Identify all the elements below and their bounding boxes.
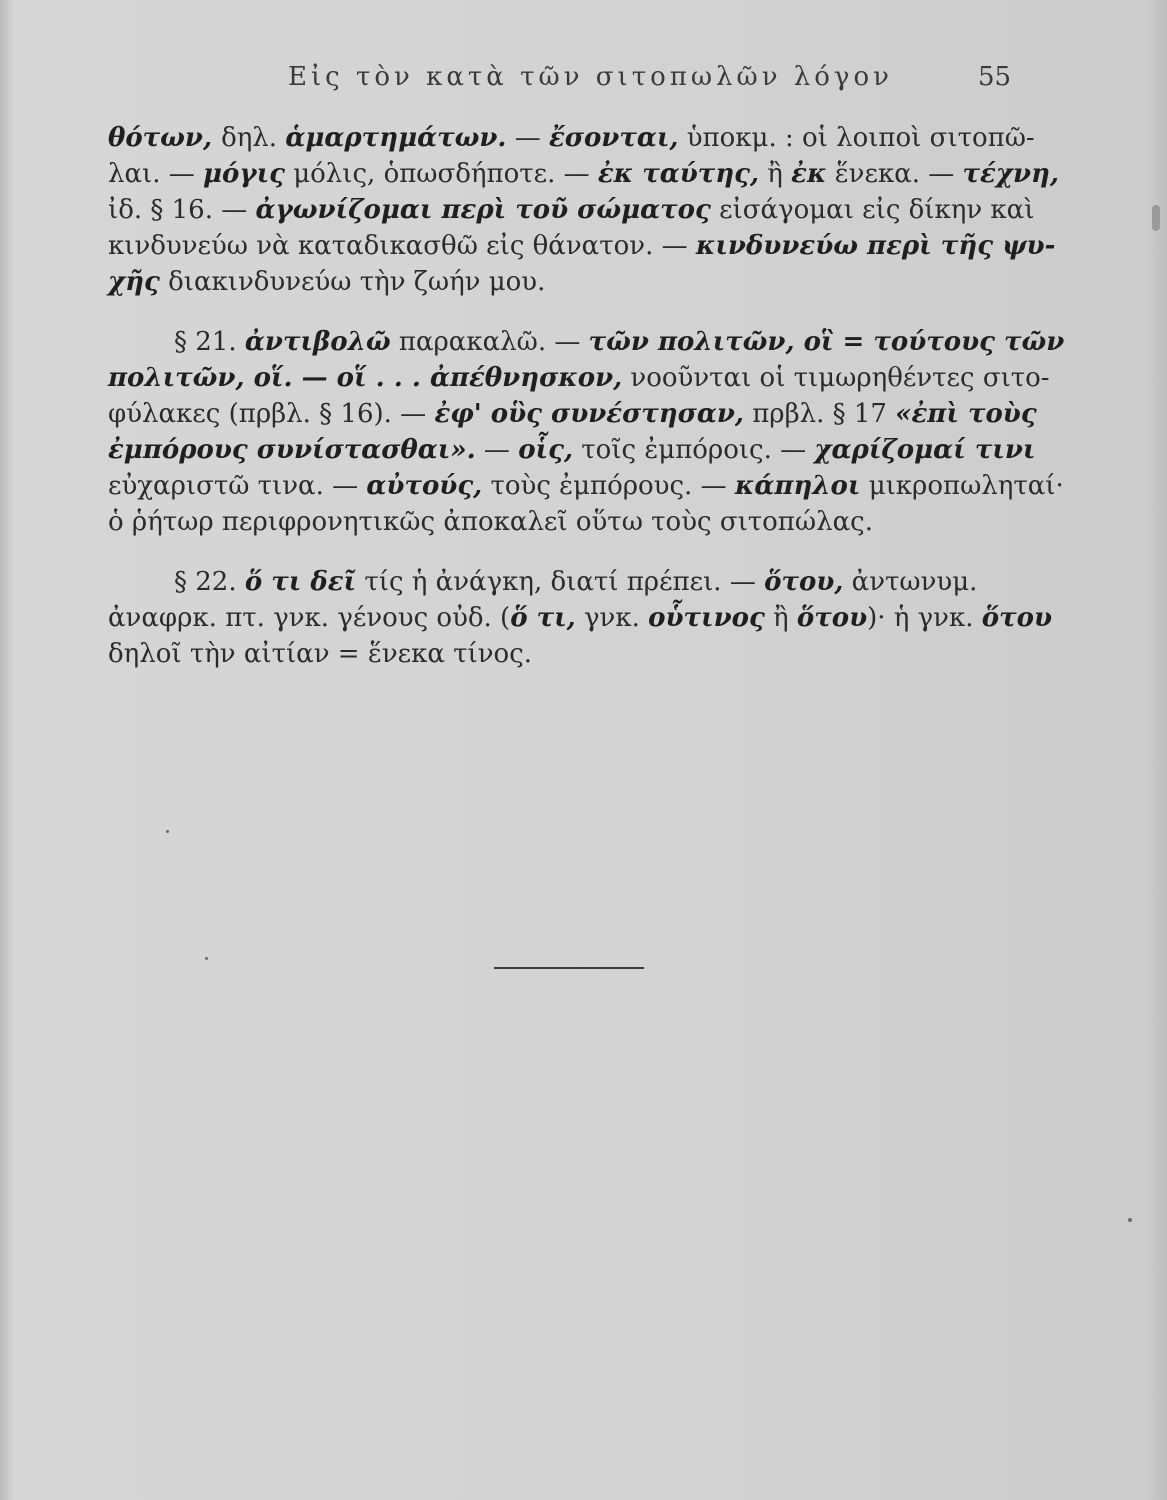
lemma-term: κάπηλοι [734,471,861,501]
gloss-text: μόλις, ὁπωσδήποτε. — [284,159,598,189]
lemma-term: θότων, [108,123,222,153]
gloss-text: τίς ἡ ἀνάγκη, διατί πρέπει. — [356,567,765,597]
gloss-text: εὐχαριστῶ τινα. — [108,471,367,501]
lemma-term: ἐφ' οὓς συνέστησαν, [434,399,744,429]
commentary-text [108,120,1065,672]
text-line [108,468,1064,504]
lemma-term: αὐτούς, [366,471,483,501]
gloss-text: διακινδυνεύω τὴν ζωήν μου. [159,267,546,297]
text-line [108,120,1035,156]
running-title: Εἰς τὸν κατὰ τῶν σιτοπωλῶν λόγον [288,62,893,92]
gloss-text: ἀντωνυμ. [843,567,978,597]
gloss-text: δηλ. [221,123,286,153]
page-number: 55 [978,62,1012,92]
gloss-text: λαι. — [108,159,204,189]
gloss-text: φύλακες (πρβλ. § 16). — [108,399,435,429]
text-line [108,192,1035,228]
page-header [0,62,1167,102]
gloss-text: κινδυνεύω νὰ καταδικασθῶ εἰς θάνατον. — [108,231,696,261]
lemma-term: ἐκ [791,159,827,189]
lemma-term: οἷς, [518,435,574,465]
paper-speck [205,957,208,960]
lemma-term: κινδυνεύω περὶ τῆς ψυ- [695,231,1056,261]
lemma-term: τέχνη, [962,159,1059,189]
text-line [108,324,1065,360]
text-line [108,156,1059,192]
gloss-text: ἰδ. § 16. — [108,195,256,225]
lemma-term: πολιτῶν, οἵ. — οἵ . . . ἀπέθνησκον, [108,363,623,393]
text-line [108,396,1037,432]
lemma-term: ἐμπόρους συνίστασθαι». [108,435,476,465]
text-line [108,504,1020,540]
gloss-text: ἀναφρκ. πτ. γνκ. γένους οὐδ. ( [108,603,511,633]
paper-speck [1128,1218,1132,1222]
lemma-term: ὅτου, [764,567,844,597]
text-line [108,636,1020,672]
lemma-term: ἁμαρτημάτων. [285,123,507,153]
paper-speck [1152,205,1160,231]
lemma-term: ἀντιβολῶ [244,327,391,357]
gloss-text: § 21. [174,327,245,357]
gloss-text: ὁ ῥήτωρ περιφρονητικῶς ἀποκαλεῖ οὕτω τοὺς σιτοπώλας. [108,507,873,537]
gloss-text: ἕνεκα. — [826,159,963,189]
section-end-rule [494,967,644,969]
paper-speck [166,830,169,833]
lemma-term: χαρίζομαί τινι [814,435,1036,465]
gloss-text: νοοῦνται οἱ τιμωρηθέντες σιτο- [622,363,1050,393]
text-line [108,600,1052,636]
lemma-term: μόγις [203,159,285,189]
lemma-term: ἐκ ταύτης, [597,159,760,189]
lemma-term: ὅτου [796,603,868,633]
text-line [108,228,1056,264]
gloss-text: γνκ. [575,603,649,633]
lemma-term: ἔσονται, [548,123,679,153]
gloss-text: δηλοῖ τὴν αἰτίαν = ἕνεκα τίνος. [108,639,533,669]
gloss-text: )· ἡ γνκ. [867,603,982,633]
lemma-term: τῶν πολιτῶν, οἳ = τούτους τῶν [588,327,1065,357]
text-line [108,360,1050,396]
gloss-text: ἢ [764,603,797,633]
lemma-term: «ἐπὶ τοὺς [895,399,1037,429]
gloss-text: ὑποκμ. : οἱ λοιποὶ σιτοπῶ- [678,123,1035,153]
text-line [108,432,1036,468]
lemma-term: χῆς [108,267,160,297]
gloss-text: εἰσάγομαι εἰς δίκην καὶ [710,195,1035,225]
gloss-text: — [506,123,549,153]
lemma-term: ὅ τι δεῖ [244,567,357,597]
lemma-term: ὅ τι, [510,603,576,633]
lemma-term: ὅτου [981,603,1052,633]
lemma-term: οὗτινος [648,603,765,633]
text-line [108,564,1020,600]
gloss-text: — [475,435,519,465]
gloss-text: ἢ [759,159,792,189]
gloss-text: πρβλ. § 17 [743,399,896,429]
gloss-text: παρακαλῶ. — [390,327,589,357]
gloss-text: τοῖς ἐμπόροις. — [573,435,815,465]
gloss-text: § 22. [174,567,245,597]
gloss-text: τοὺς ἐμπόρους. — [482,471,735,501]
text-line [108,264,1020,300]
lemma-term: ἀγωνίζομαι περὶ τοῦ σώματος [255,195,711,225]
gloss-text: μικροπωληταί· [860,471,1064,501]
